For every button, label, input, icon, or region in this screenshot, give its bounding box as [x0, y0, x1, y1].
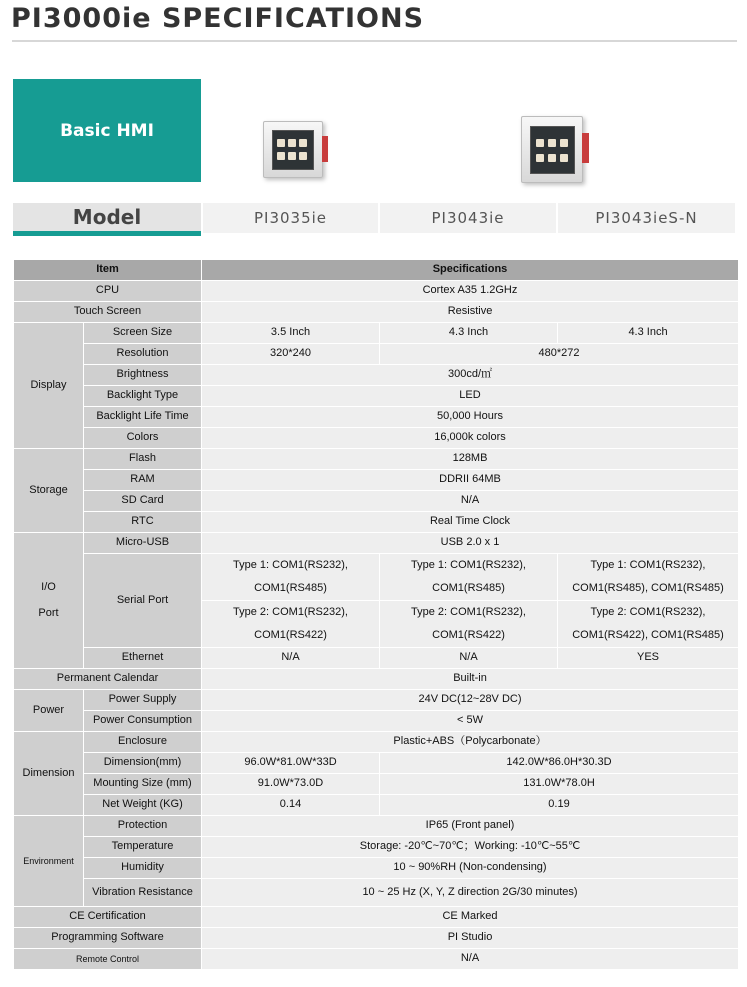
model-name-2: PI3043ie — [380, 203, 556, 233]
row-label: Serial Port — [84, 554, 202, 648]
row-label: Screen Size — [84, 323, 202, 344]
row-label: Programming Software — [14, 928, 202, 949]
group-label: Environment — [14, 816, 84, 907]
row-label: Protection — [84, 816, 202, 837]
table-row — [14, 907, 739, 928]
row-label: RAM — [84, 470, 202, 491]
row-value: 4.3 Inch — [380, 323, 558, 344]
row-label: CPU — [14, 281, 202, 302]
row-value: IP65 (Front panel) — [202, 816, 739, 837]
row-label: Mounting Size (mm) — [84, 774, 202, 795]
row-value: 10 ~ 90%RH (Non-condensing) — [202, 858, 739, 879]
row-label: Resolution — [84, 344, 202, 365]
row-label: Flash — [84, 449, 202, 470]
row-label: CE Certification — [14, 907, 202, 928]
row-label: RTC — [84, 512, 202, 533]
group-label: Dimension — [14, 732, 84, 816]
row-value: 300cd/㎡ — [202, 365, 739, 386]
row-value: Built-in — [202, 669, 739, 690]
page-title: PI3000ie SPECIFICATIONS — [11, 3, 425, 34]
table-row — [14, 281, 739, 302]
row-label: Brightness — [84, 365, 202, 386]
row-label: Net Weight (KG) — [84, 795, 202, 816]
row-value: 16,000k colors — [202, 428, 739, 449]
table-row — [14, 554, 739, 601]
row-value: LED — [202, 386, 739, 407]
row-value: N/A — [380, 648, 558, 669]
row-value: PI Studio — [202, 928, 739, 949]
connector-block — [582, 133, 589, 163]
table-row — [14, 449, 739, 470]
spec-table — [13, 259, 739, 970]
model-name-3: PI3043ieS-N — [558, 203, 735, 233]
group-label: Storage — [14, 449, 84, 533]
row-label: Ethernet — [84, 648, 202, 669]
table-row — [14, 302, 739, 323]
serial-type2-model1: Type 2: COM1(RS232), COM1(RS422) — [202, 601, 380, 648]
row-label: Temperature — [84, 837, 202, 858]
header-specifications: Specifications — [202, 260, 739, 281]
table-row — [14, 365, 739, 386]
serial-type1-model1: Type 1: COM1(RS232), COM1(RS485) — [202, 554, 380, 601]
row-label: Colors — [84, 428, 202, 449]
serial-type2-model2: Type 2: COM1(RS232), COM1(RS422) — [380, 601, 558, 648]
row-label: Power Supply — [84, 690, 202, 711]
hmi-screen — [272, 130, 314, 170]
row-value: 4.3 Inch — [558, 323, 739, 344]
table-row — [14, 533, 739, 554]
row-value: N/A — [202, 491, 739, 512]
serial-type1-model2: Type 1: COM1(RS232), COM1(RS485) — [380, 554, 558, 601]
row-value: 3.5 Inch — [202, 323, 380, 344]
row-value: Cortex A35 1.2GHz — [202, 281, 739, 302]
table-row — [14, 690, 739, 711]
group-label-line: Port — [38, 607, 59, 620]
row-value: 142.0W*86.0H*30.3D — [380, 753, 739, 774]
table-row — [14, 386, 739, 407]
table-row — [14, 669, 739, 690]
model-accent-bar — [13, 231, 201, 236]
row-value: 320*240 — [202, 344, 380, 365]
row-value: 131.0W*78.0H — [380, 774, 739, 795]
row-label: Touch Screen — [14, 302, 202, 323]
table-row — [14, 428, 739, 449]
row-value: 24V DC(12~28V DC) — [202, 690, 739, 711]
serial-type1-model3: Type 1: COM1(RS232), COM1(RS485), COM1(RS485) — [558, 554, 739, 601]
group-label — [14, 533, 84, 669]
row-value: Storage: -20℃~70℃；Working: -10℃~55℃ — [202, 837, 739, 858]
row-value: Resistive — [202, 302, 739, 323]
connector-block — [322, 136, 328, 162]
row-label: SD Card — [84, 491, 202, 512]
row-value: 128MB — [202, 449, 739, 470]
row-value: 480*272 — [380, 344, 739, 365]
header-item: Item — [14, 260, 202, 281]
row-value: 0.14 — [202, 795, 380, 816]
table-row — [14, 774, 739, 795]
row-label: Dimension(mm) — [84, 753, 202, 774]
row-value: DDRII 64MB — [202, 470, 739, 491]
row-value: 0.19 — [380, 795, 739, 816]
row-value: 10 ~ 25 Hz (X, Y, Z direction 2G/30 minutes) — [202, 879, 739, 907]
serial-type2-model3: Type 2: COM1(RS232), COM1(RS422), COM1(RS485) — [558, 601, 739, 648]
table-row — [14, 837, 739, 858]
row-value: Plastic+ABS（Polycarbonate） — [202, 732, 739, 753]
table-row — [14, 491, 739, 512]
row-value: 50,000 Hours — [202, 407, 739, 428]
row-value: < 5W — [202, 711, 739, 732]
table-row — [14, 858, 739, 879]
row-label: Permanent Calendar — [14, 669, 202, 690]
table-row — [14, 949, 739, 970]
row-label: Vibration Resistance — [84, 879, 202, 907]
product-image-pi3035ie — [263, 121, 323, 178]
row-value: YES — [558, 648, 739, 669]
row-label: Humidity — [84, 858, 202, 879]
table-row — [14, 928, 739, 949]
category-label: Basic HMI — [60, 120, 154, 141]
group-label: Power — [14, 690, 84, 732]
hmi-screen — [530, 126, 575, 174]
table-row — [14, 879, 739, 907]
table-row — [14, 816, 739, 837]
table-row — [14, 648, 739, 669]
table-row — [14, 795, 739, 816]
model-heading: Model — [13, 203, 201, 231]
row-label: Power Consumption — [84, 711, 202, 732]
group-label-line: I/O — [41, 580, 56, 593]
row-label: Backlight Type — [84, 386, 202, 407]
table-row — [14, 753, 739, 774]
row-value: Real Time Clock — [202, 512, 739, 533]
table-row — [14, 407, 739, 428]
row-label: Enclosure — [84, 732, 202, 753]
table-row — [14, 323, 739, 344]
table-header-row — [14, 260, 739, 281]
table-row — [14, 732, 739, 753]
title-divider — [12, 40, 737, 42]
row-label: Micro-USB — [84, 533, 202, 554]
row-label: Backlight Life Time — [84, 407, 202, 428]
table-row — [14, 512, 739, 533]
table-row — [14, 344, 739, 365]
category-banner — [13, 79, 201, 182]
row-value: 91.0W*73.0D — [202, 774, 380, 795]
table-row — [14, 470, 739, 491]
row-value: USB 2.0 x 1 — [202, 533, 739, 554]
row-value: 96.0W*81.0W*33D — [202, 753, 380, 774]
row-value: N/A — [202, 648, 380, 669]
product-image-pi3043ie — [521, 116, 583, 183]
row-label: Remote Control — [14, 949, 202, 970]
model-name-1: PI3035ie — [203, 203, 378, 233]
group-label: Display — [14, 323, 84, 449]
row-value: N/A — [202, 949, 739, 970]
row-value: CE Marked — [202, 907, 739, 928]
table-row — [14, 711, 739, 732]
